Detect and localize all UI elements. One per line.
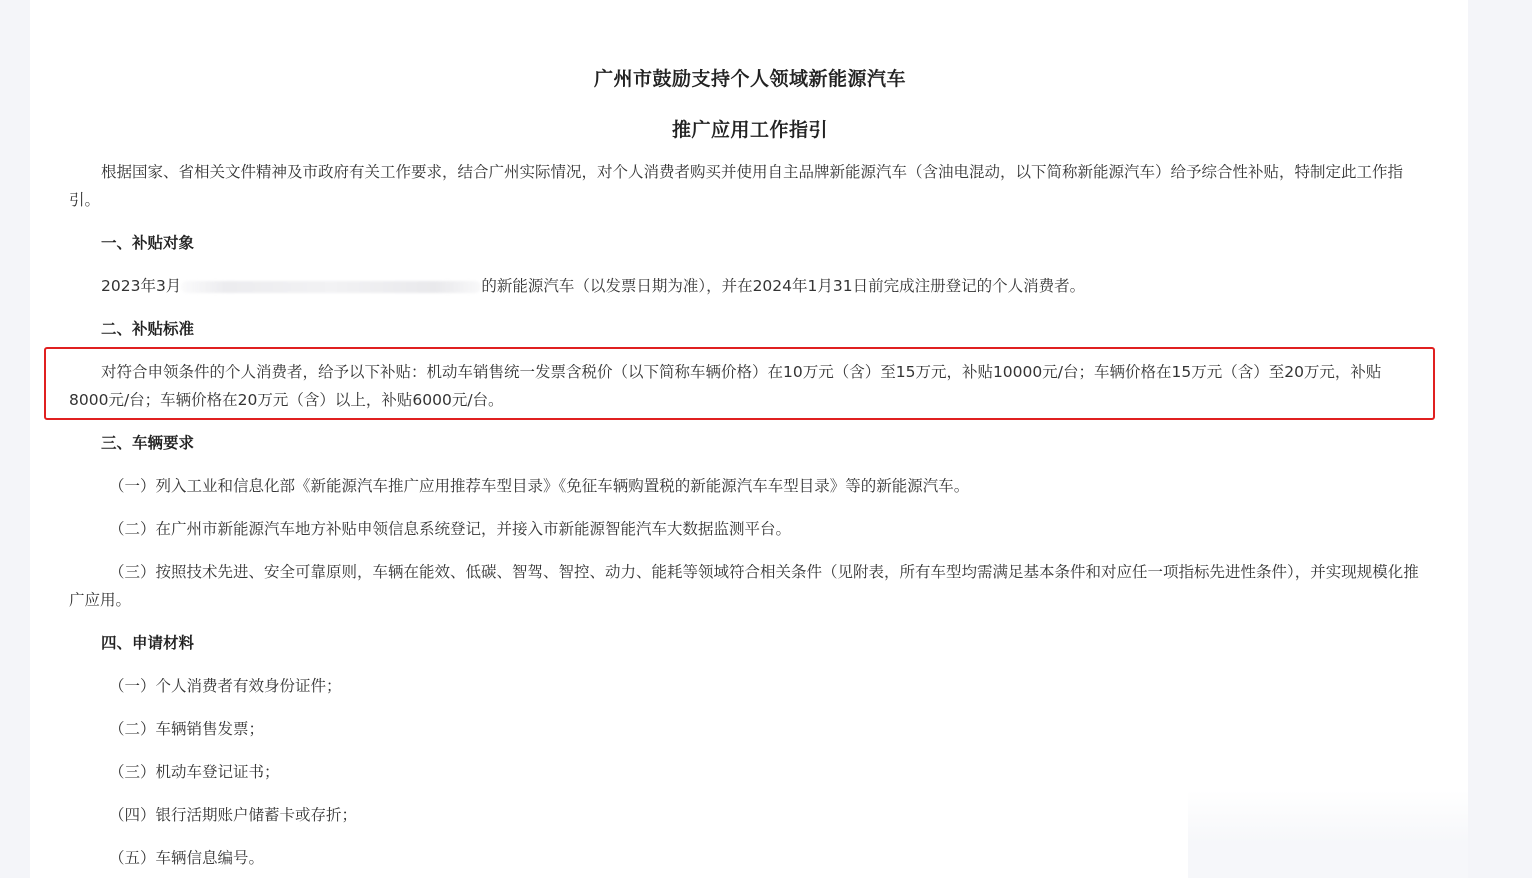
document-page — [30, 0, 1468, 878]
section4-item-5: （五）车辆信息编号。 — [109, 849, 265, 867]
section1-paragraph — [69, 272, 1431, 300]
redacted-blur — [181, 281, 481, 293]
document-title-line2: 推广应用工作指引 — [671, 119, 828, 141]
section3-heading: 三、车辆要求 — [101, 434, 195, 452]
section1-text-after: 的新能源汽车（以发票日期为准），并在2024年1月31日前完成注册登记的个人消费者。 — [481, 277, 1086, 295]
section3-item-1: （一）列入工业和信息化部《新能源汽车推广应用推荐车型目录》《免征车辆购置税的新能源汽车车型目录》等的新能源汽车。 — [109, 477, 970, 495]
section3-item-3: （三）按照技术先进、安全可靠原则，车辆在能效、低碳、智驾、智控、动力、能耗等领域符合相关条件（见附表，所有车型均需满足基本条件和对应任一项指标先进性条件），并实现规模化推广应用。 — [69, 563, 1419, 609]
intro-paragraph: 根据国家、省相关文件精神及市政府有关工作要求，结合广州实际情况，对个人消费者购买并使用自主品牌新能源汽车（含油电混动，以下简称新能源汽车）给予综合性补贴，特制定此工作指引。 — [69, 163, 1404, 209]
section1-heading: 一、补贴对象 — [101, 234, 195, 252]
section1-text-before: 2023年3月 — [101, 277, 182, 295]
section4-item-3: （三）机动车登记证书； — [109, 763, 280, 781]
section3-item-2: （二）在广州市新能源汽车地方补贴申领信息系统登记，并接入市新能源智能汽车大数据监测平台。 — [109, 520, 792, 538]
corner-fade-overlay — [1188, 790, 1468, 878]
document-title-line1: 广州市鼓励支持个人领域新能源汽车 — [593, 68, 906, 90]
section4-item-4: （四）银行活期账户储蓄卡或存折； — [109, 806, 358, 824]
section4-item-2: （二）车辆销售发票； — [109, 720, 265, 738]
section4-item-1: （一）个人消费者有效身份证件； — [109, 677, 342, 695]
section2-heading: 二、补贴标准 — [101, 320, 195, 338]
subsidy-standard-highlight-box — [44, 347, 1435, 420]
section2-paragraph: 对符合申领条件的个人消费者，给予以下补贴：机动车销售统一发票含税价（以下简称车辆价格）在10万元（含）至15万元，补贴10000元/台；车辆价格在15万元（含）至20万元，补贴8000元/台；车辆价格在20万元（含）以上，补贴6000元/台。 — [69, 363, 1382, 409]
section4-heading: 四、申请材料 — [101, 634, 195, 652]
